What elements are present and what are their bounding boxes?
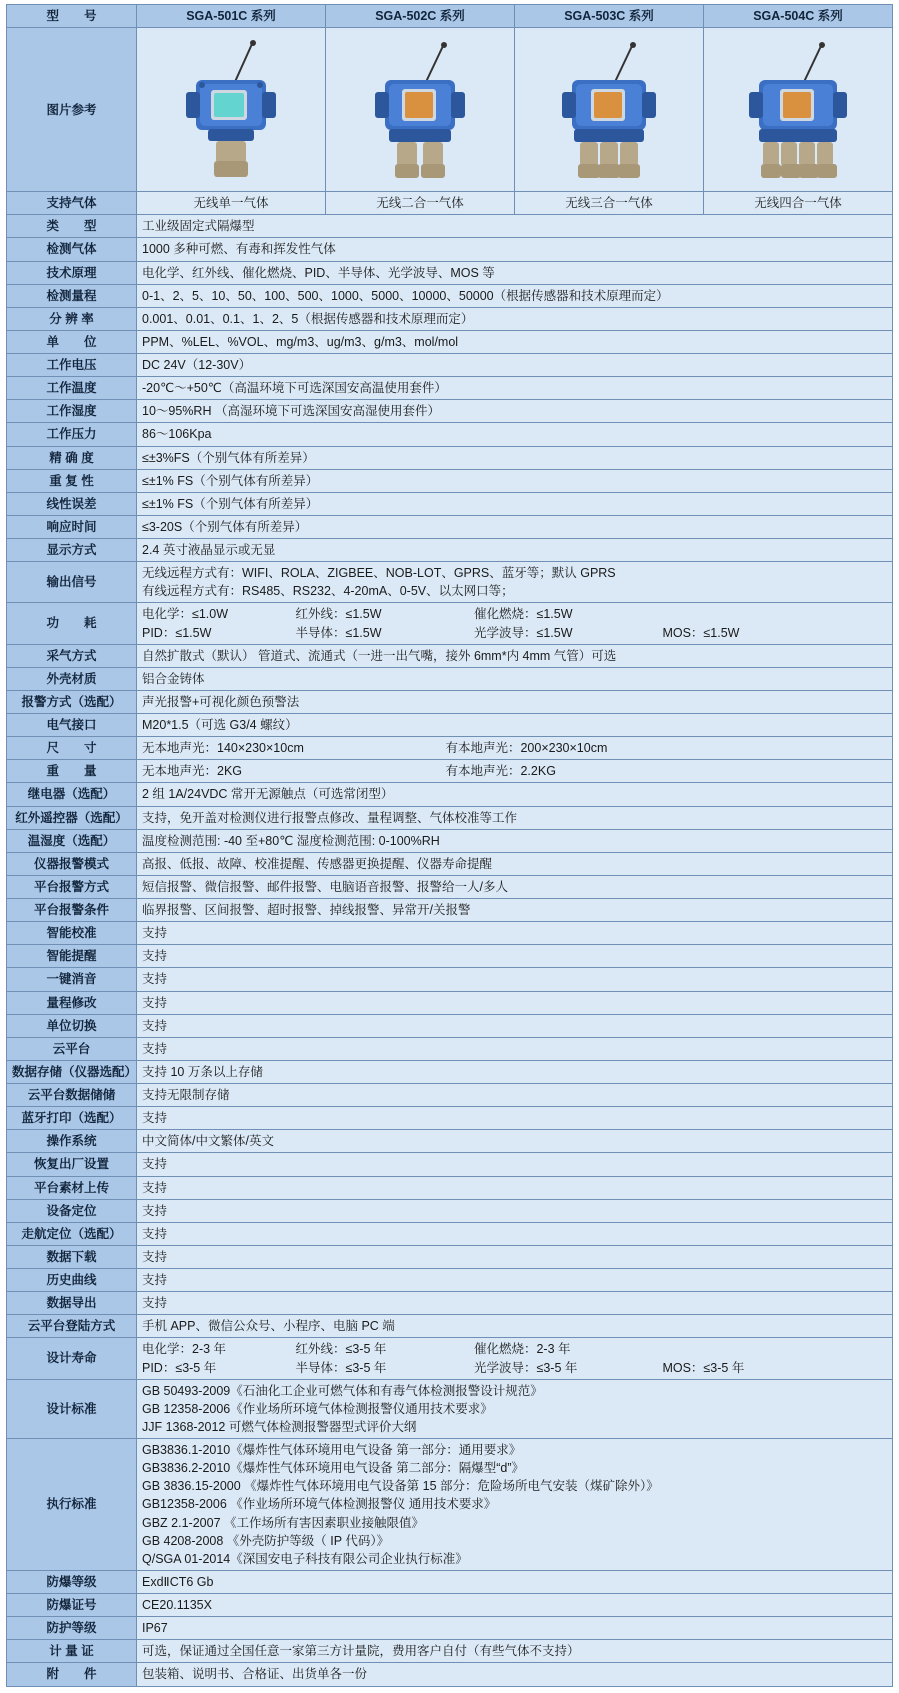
detector-icon-4 [723,32,873,187]
exec-std-line-1: GB3836.1-2010《爆炸性气体环境用电气设备 第一部分：通用要求》 [142,1443,522,1457]
row-label-login-method: 云平台登陆方式 [7,1315,137,1338]
row-value-accessories: 包装箱、说明书、合格证、出货单各一份 [137,1663,893,1686]
row-label-ex-cert: 防爆证号 [7,1594,137,1617]
table-row-one-key-mute [7,968,893,991]
row-value-mobile-location: 支持 [137,1222,893,1245]
row-label-weight: 重 量 [7,760,137,783]
row-value-material-upload: 支持 [137,1176,893,1199]
table-row-resolution [7,307,893,330]
row-value-resolution: 0.001、0.01、0.1、1、2、5（根据传感器和技术原理而定） [137,307,893,330]
table-row-accessories [7,1663,893,1686]
table-row-platform-alarm-mode [7,875,893,898]
table-row-ir-remote [7,806,893,829]
row-value-accuracy: ≤±3%FS（个别气体有所差异） [137,446,893,469]
table-row-ip-rating [7,1617,893,1640]
exec-std-line-2: GB3836.2-2010《爆炸性气体环境用电气设备 第二部分：隔爆型“d”》 [142,1461,525,1476]
row-value-temp-humidity-option: 温度检测范围: -40 至+80℃ 湿度检测范围: 0-100%RH [137,829,893,852]
row-label-relay: 继电器（选配） [7,783,137,806]
power-pid: PID：≤1.5W [142,625,212,640]
row-value-bluetooth-print: 支持 [137,1107,893,1130]
row-label-voltage: 工作电压 [7,354,137,377]
row-label-detect-gas: 检测气体 [7,238,137,261]
row-label-power: 功 耗 [7,603,137,644]
table-row-material-upload [7,1176,893,1199]
weight-with-alarm: 有本地声光：2.2KG [445,764,556,779]
life-semiconductor: 半导体：≤3-5 年 [295,1360,387,1375]
table-row-design-standard [7,1379,893,1438]
row-value-repeatability: ≤±1% FS（个别气体有所差异） [137,469,893,492]
row-label-device-alarm-mode: 仪器报警模式 [7,852,137,875]
table-row-unit-switch [7,1014,893,1037]
table-row-weight [7,760,893,783]
row-value-device-location: 支持 [137,1199,893,1222]
row-label-device-location: 设备定位 [7,1199,137,1222]
table-row-unit [7,330,893,353]
row-value-unit-switch: 支持 [137,1014,893,1037]
row-value-factory-reset: 支持 [137,1153,893,1176]
table-row-power [7,603,893,644]
table-row-data-download [7,1245,893,1268]
row-label-temperature: 工作温度 [7,377,137,400]
table-row-history-curve [7,1269,893,1292]
row-value-voltage: DC 24V（12-30V） [137,354,893,377]
life-infrared: 红外线：≤3-5 年 [295,1342,387,1357]
table-row-data-export [7,1292,893,1315]
table-row-mobile-location [7,1222,893,1245]
product-image-3 [515,28,704,192]
product-image-4 [704,28,893,192]
row-value-detect-gas: 1000 多种可燃、有毒和挥发性气体 [137,238,893,261]
row-value-os: 中文简体/中文繁体/英文 [137,1130,893,1153]
power-catalytic: 催化燃烧：≤1.5W [473,607,573,622]
model-header-1: SGA-501C 系列 [137,5,326,28]
table-row-exec-standard [7,1439,893,1571]
row-value-type: 工业级固定式隔爆型 [137,215,893,238]
row-label-electrical-port: 电气接口 [7,714,137,737]
spec-table [6,4,893,1687]
model-header-4: SGA-504C 系列 [704,5,893,28]
row-value-output-signal [137,562,893,603]
power-semiconductor: 半导体：≤1.5W [295,625,382,640]
table-row-pressure [7,423,893,446]
table-row-response-time [7,515,893,538]
table-row-device-location [7,1199,893,1222]
table-row-detect-gas [7,238,893,261]
row-value-metering-cert: 可选，保证通过全国任意一家第三方计量院，费用客户自付（有些气体不支持） [137,1640,893,1663]
table-row-range [7,284,893,307]
power-mos: MOS：≤1.5W [662,625,740,640]
row-label-platform-alarm-mode: 平台报警方式 [7,875,137,898]
row-value-response-time: ≤3-20S（个别气体有所差异） [137,515,893,538]
row-label-data-export: 数据导出 [7,1292,137,1315]
row-label-design-standard: 设计标准 [7,1379,137,1438]
row-label-model: 型 号 [7,5,137,28]
row-value-humidity: 10～95%RH （高湿环境下可选深国安高湿使用套件） [137,400,893,423]
row-value-cloud-platform: 支持 [137,1037,893,1060]
life-catalytic: 催化燃烧：2-3 年 [473,1342,571,1357]
size-with-alarm: 有本地声光：200×230×10cm [445,741,608,756]
row-label-factory-reset: 恢复出厂设置 [7,1153,137,1176]
table-row-range-modify [7,991,893,1014]
row-label-accessories: 附 件 [7,1663,137,1686]
table-row-supported-gas [7,192,893,215]
row-value-display: 2.4 英寸液晶显示或无显 [137,539,893,562]
output-line-1: 无线远程方式有：WIFI、ROLA、ZIGBEE、NOB-LOT、GPRS、蓝牙等；默认 GPRS [142,566,616,581]
row-label-repeatability: 重 复 性 [7,469,137,492]
table-row-bluetooth-print [7,1107,893,1130]
row-label-os: 操作系统 [7,1130,137,1153]
row-value-power [137,603,893,644]
table-row-device-alarm-mode [7,852,893,875]
table-row-metering-cert [7,1640,893,1663]
row-label-ex-rating: 防爆等级 [7,1570,137,1593]
detector-icon-3 [534,32,684,187]
product-image-2 [326,28,515,192]
row-value-unit: PPM、%LEL、%VOL、mg/m3、ug/m3、g/m3、mol/mol [137,330,893,353]
row-label-data-storage: 数据存储（仪器选配） [7,1060,137,1083]
table-row-electrical-port [7,714,893,737]
row-value-range: 0-1、2、5、10、50、100、500、1000、5000、10000、50000（根据传感器和技术原理而定） [137,284,893,307]
life-line-2 [142,1359,887,1377]
row-value-ip-rating: IP67 [137,1617,893,1640]
table-row-humidity [7,400,893,423]
detector-icon-1 [156,32,306,187]
life-mos: MOS：≤3-5 年 [662,1360,745,1375]
exec-std-line-7: Q/SGA 01-2014《深国安电子科技有限公司企业执行标准》 [142,1551,468,1566]
row-value-smart-calibration: 支持 [137,922,893,945]
power-optical: 光学波导：≤1.5W [473,625,573,640]
table-row-images [7,28,893,192]
row-label-smart-calibration: 智能校准 [7,922,137,945]
row-value-design-life [137,1338,893,1379]
table-row-principle [7,261,893,284]
table-row-smart-reminder [7,945,893,968]
row-value-platform-alarm-mode: 短信报警、微信报警、邮件报警、电脑语音报警、报警给一人/多人 [137,875,893,898]
table-row-repeatability [7,469,893,492]
weight-without-alarm: 无本地声光：2KG [142,764,243,779]
row-value-ex-cert: CE20.1135X [137,1594,893,1617]
row-label-principle: 技术原理 [7,261,137,284]
row-value-temperature: -20℃～+50℃（高温环境下可选深国安高温使用套件） [137,377,893,400]
table-row-housing [7,667,893,690]
row-value-size [137,737,893,760]
power-infrared: 红外线：≤1.5W [295,607,382,622]
row-label-display: 显示方式 [7,539,137,562]
row-value-housing: 铝合金铸体 [137,667,893,690]
row-value-design-standard [137,1379,893,1438]
table-row-model [7,5,893,28]
table-row-sampling [7,644,893,667]
power-line-1 [142,605,887,623]
table-row-size [7,737,893,760]
row-label-smart-reminder: 智能提醒 [7,945,137,968]
row-value-data-export: 支持 [137,1292,893,1315]
row-value-one-key-mute: 支持 [137,968,893,991]
detector-icon-2 [345,32,495,187]
row-label-unit-switch: 单位切换 [7,1014,137,1037]
row-value-history-curve: 支持 [137,1269,893,1292]
row-value-ir-remote: 支持，免开盖对检测仪进行报警点修改、量程调整、气体校准等工作 [137,806,893,829]
row-label-linearity: 线性误差 [7,492,137,515]
row-label-accuracy: 精 确 度 [7,446,137,469]
row-value-electrical-port: M20*1.5（可选 G3/4 螺纹） [137,714,893,737]
row-label-history-curve: 历史曲线 [7,1269,137,1292]
life-line-1 [142,1340,887,1358]
life-electrochem: 电化学：2-3 年 [142,1342,227,1357]
design-std-line-3: JJF 1368-2012 可燃气体检测报警器型式评价大纲 [142,1419,417,1434]
row-value-linearity: ≤±1% FS（个别气体有所差异） [137,492,893,515]
row-label-one-key-mute: 一键消音 [7,968,137,991]
table-row-accuracy [7,446,893,469]
table-row-factory-reset [7,1153,893,1176]
table-row-platform-alarm-condition [7,899,893,922]
table-row-login-method [7,1315,893,1338]
table-row-smart-calibration [7,922,893,945]
table-row-linearity [7,492,893,515]
table-row-voltage [7,354,893,377]
table-row-type [7,215,893,238]
table-row-ex-cert [7,1594,893,1617]
supported-gas-1: 无线单一气体 [137,192,326,215]
supported-gas-2: 无线二合一气体 [326,192,515,215]
row-value-smart-reminder: 支持 [137,945,893,968]
row-label-range: 检测量程 [7,284,137,307]
row-label-ip-rating: 防护等级 [7,1617,137,1640]
row-label-material-upload: 平台素材上传 [7,1176,137,1199]
design-std-line-2: GB 12358-2006《作业场所环境气体检测报警仪通用技术要求》 [142,1401,493,1416]
table-row-cloud-platform [7,1037,893,1060]
exec-std-line-6: GB 4208-2008 《外壳防护等级（ IP 代码）》 [142,1533,390,1548]
row-label-resolution: 分 辨 率 [7,307,137,330]
row-value-range-modify: 支持 [137,991,893,1014]
model-header-2: SGA-502C 系列 [326,5,515,28]
exec-std-line-5: GBZ 2.1-2007 《工作场所有害因素职业接触限值》 [142,1515,424,1530]
row-value-data-storage: 支持 10 万条以上存储 [137,1060,893,1083]
row-label-type: 类 型 [7,215,137,238]
row-label-cloud-storage: 云平台数据储储 [7,1084,137,1107]
table-row-data-storage [7,1060,893,1083]
output-line-2: 有线远程方式有：RS485、RS232、4-20mA、0-5V、以太网口等； [142,584,514,599]
exec-std-line-3: GB 3836.15-2000 《爆炸性气体环境用电气设备第 15 部分：危险场所电气安装（煤矿除外）》 [142,1479,659,1494]
row-label-response-time: 响应时间 [7,515,137,538]
table-row-os [7,1130,893,1153]
row-value-alarm-type: 声光报警+可视化颜色预警法 [137,690,893,713]
row-value-relay: 2 组 1A/24VDC 常开无源触点（可选常闭型） [137,783,893,806]
row-label-design-life: 设计寿命 [7,1338,137,1379]
row-label-unit: 单 位 [7,330,137,353]
row-value-data-download: 支持 [137,1245,893,1268]
row-value-exec-standard [137,1439,893,1571]
model-header-3: SGA-503C 系列 [515,5,704,28]
table-row-alarm-type [7,690,893,713]
design-std-line-1: GB 50493-2009《石油化工企业可燃气体和有毒气体检测报警设计规范》 [142,1383,543,1398]
size-without-alarm: 无本地声光：140×230×10cm [142,741,304,756]
supported-gas-3: 无线三合一气体 [515,192,704,215]
product-image-1 [137,28,326,192]
row-label-image-reference: 图片参考 [7,28,137,192]
row-label-humidity: 工作湿度 [7,400,137,423]
supported-gas-4: 无线四合一气体 [704,192,893,215]
power-electrochem: 电化学：≤1.0W [142,607,229,622]
row-label-temp-humidity-option: 温湿度（选配） [7,829,137,852]
row-value-ex-rating: ExdⅡCT6 Gb [137,1570,893,1593]
row-label-exec-standard: 执行标准 [7,1439,137,1571]
row-label-data-download: 数据下载 [7,1245,137,1268]
life-optical: 光学波导：≤3-5 年 [473,1360,578,1375]
row-label-output-signal: 输出信号 [7,562,137,603]
row-label-housing: 外壳材质 [7,667,137,690]
table-row-temperature [7,377,893,400]
table-row-cloud-storage [7,1084,893,1107]
exec-std-line-4: GB12358-2006 《作业场所环境气体检测报警仪 通用技术要求》 [142,1497,497,1512]
life-pid: PID：≤3-5 年 [142,1360,217,1375]
row-value-pressure: 86～106Kpa [137,423,893,446]
table-row-output-signal [7,562,893,603]
row-value-weight [137,760,893,783]
row-label-supported-gas: 支持气体 [7,192,137,215]
row-label-mobile-location: 走航定位（选配） [7,1222,137,1245]
row-label-cloud-platform: 云平台 [7,1037,137,1060]
table-row-temp-humidity-option [7,829,893,852]
row-value-platform-alarm-condition: 临界报警、区间报警、超时报警、掉线报警、异常开/关报警 [137,899,893,922]
row-label-sampling: 采气方式 [7,644,137,667]
row-label-bluetooth-print: 蓝牙打印（选配） [7,1107,137,1130]
row-label-alarm-type: 报警方式（选配） [7,690,137,713]
row-value-principle: 电化学、红外线、催化燃烧、PID、半导体、光学波导、MOS 等 [137,261,893,284]
row-label-metering-cert: 计 量 证 [7,1640,137,1663]
row-label-size: 尺 寸 [7,737,137,760]
row-value-sampling: 自然扩散式（默认） 管道式、流通式（一进一出气嘴，接外 6mm*内 4mm 气管）可选 [137,644,893,667]
table-row-design-life [7,1338,893,1379]
power-line-2 [142,624,887,642]
table-row-display [7,539,893,562]
row-label-platform-alarm-condition: 平台报警条件 [7,899,137,922]
row-label-pressure: 工作压力 [7,423,137,446]
table-row-relay [7,783,893,806]
row-label-ir-remote: 红外遥控器（选配） [7,806,137,829]
row-value-login-method: 手机 APP、微信公众号、小程序、电脑 PC 端 [137,1315,893,1338]
row-value-cloud-storage: 支持无限制存储 [137,1084,893,1107]
row-value-device-alarm-mode: 高报、低报、故障、校准提醒、传感器更换提醒、仪器寿命提醒 [137,852,893,875]
table-row-ex-rating [7,1570,893,1593]
row-label-range-modify: 量程修改 [7,991,137,1014]
